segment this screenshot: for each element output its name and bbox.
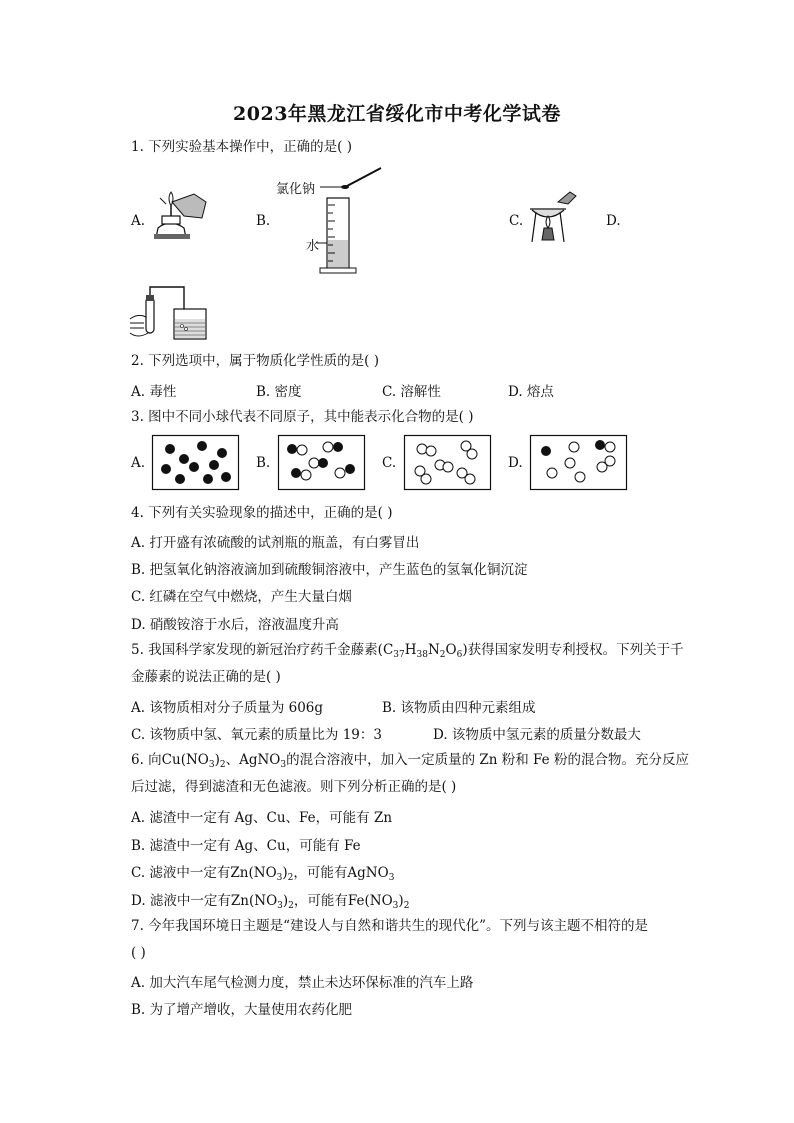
q7-option-a: A. 加大汽车尾气检测力度，禁止未达环保标准的汽车上路 — [131, 975, 474, 991]
q5-stem-line2: 金藤素的说法正确的是( ) — [131, 669, 281, 685]
q7-stem-line2: ( ) — [131, 945, 146, 961]
q4-stem: 4. 下列有关实验现象的描述中，正确的是( ) — [131, 505, 393, 521]
q1-option-a-alcohol-lamp-image — [150, 190, 210, 245]
q3-option-b-label: B. — [256, 455, 271, 471]
q3-option-d-label: D. — [508, 455, 523, 471]
q6-option-c: C. 滤液中一定有$Zn(NO_3)_2$，可能有AgNO$_3$ — [131, 865, 395, 883]
q3-option-b-particle-box — [278, 435, 366, 491]
q3-option-d-particle-box — [530, 435, 628, 491]
q4-option-c: C. 红磷在空气中燃烧，产生大量白烟 — [131, 589, 352, 605]
q3-option-c-particle-box — [404, 435, 492, 491]
q6-option-b: B. 滤渣中一定有 Ag、Cu，可能有 Fe — [131, 838, 361, 854]
q3-stem: 3. 图中不同小球代表不同原子，其中能表示化合物的是( ) — [131, 409, 474, 425]
q4-option-d: D. 硝酸铵溶于水后，溶液温度升高 — [131, 617, 339, 633]
q5-option-d: D. 该物质中氢元素的质量分数最大 — [433, 727, 641, 743]
q7-option-b: B. 为了增产增收，大量使用农药化肥 — [131, 1002, 353, 1018]
q2-option-b: B. 密度 — [256, 384, 302, 400]
q5-option-c: C. 该物质中氢、氧元素的质量比为 19：3 — [131, 727, 382, 743]
q1-option-b-graduated-cylinder-image — [315, 160, 395, 275]
q1-label-nacl: 氯化钠 — [276, 182, 316, 197]
q1-option-d-airtightness-check-image — [128, 283, 213, 343]
q6-option-a: A. 滤渣中一定有 Ag、Cu、Fe，可能有 Zn — [131, 810, 393, 826]
q1-option-d-label: D. — [606, 213, 621, 229]
q1-option-a-label: A. — [131, 213, 146, 229]
q6-option-d: D. 滤液中一定有$Zn(NO_3)_2$，可能有$Fe(NO_3)_2$ — [131, 893, 410, 911]
q1-option-b-label: B. — [256, 213, 271, 229]
q3-option-c-label: C. — [382, 455, 397, 471]
q5-option-a: A. 该物质相对分子质量为 606g — [131, 700, 324, 716]
q2-option-c: C. 溶解性 — [382, 384, 441, 400]
q4-option-a: A. 打开盛有浓硫酸的试剂瓶的瓶盖，有白雾冒出 — [131, 535, 420, 551]
q4-option-b: B. 把氢氧化钠溶液滴加到硫酸铜溶液中，产生蓝色的氢氧化铜沉淀 — [131, 562, 528, 578]
q1-option-c-evaporating-dish-image — [528, 188, 578, 246]
q6-stem: 6. 向$Cu(NO_3)_2$、AgNO$_3$的混合溶液中，加入一定质量的 Zn 粉和 Fe 粉的混合物。充分反应 — [131, 752, 689, 770]
q1-option-c-label: C. — [509, 213, 524, 229]
q2-option-d: D. 熔点 — [508, 384, 554, 400]
q3-option-a-particle-box — [152, 435, 240, 491]
q5-option-b: B. 该物质由四种元素组成 — [382, 700, 536, 716]
q7-stem: 7. 今年我国环境日主题是“建设人与自然和谐共生的现代化”。下列与该主题不相符的是 — [131, 918, 648, 934]
q1-stem: 1. 下列实验基本操作中，正确的是( ) — [131, 139, 352, 155]
q1-label-water: 水 — [306, 239, 320, 254]
q2-option-a: A. 毒性 — [131, 384, 177, 400]
page-title: 2023年黑龙江省绥化市中考化学试卷 — [233, 103, 561, 125]
q5-stem: 5. 我国科学家发现的新冠治疗药千金藤素$(C_{37}H_{38}N_2O_6)$获得国家发明专利授权。下列关于千 — [131, 642, 684, 660]
q3-option-a-label: A. — [131, 455, 146, 471]
q6-stem-line2: 后过滤，得到滤渣和无色滤液。则下列分析正确的是( ) — [131, 779, 457, 795]
q2-stem: 2. 下列选项中，属于物质化学性质的是( ) — [131, 353, 379, 369]
